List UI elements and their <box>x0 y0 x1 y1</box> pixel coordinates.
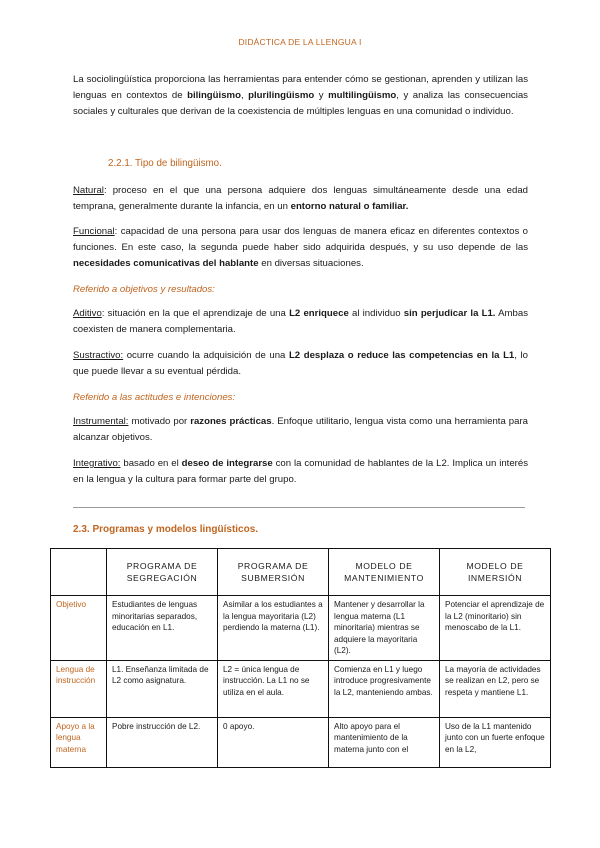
term-sustractivo: Sustractivo: <box>73 350 124 361</box>
term-aditivo: Aditivo <box>73 308 102 319</box>
heading-actitudes: Referido a las actitudes e intenciones: <box>73 392 236 403</box>
table-row <box>51 596 551 661</box>
table-header-cell <box>51 549 107 596</box>
term-funcional: Funcional <box>73 226 115 237</box>
table-cell: L2 = única lengua de instrucción. La L1 no se utiliza en el aula. <box>218 660 329 717</box>
intro-paragraph: La sociolingüística proporciona las herramientas para entender cómo se gestionan, aprenden y utilizan las lenguas en contextos de bilingüismo, plurilingüismo y multilingüismo, y analiza las consecuencias sociales y culturales que derivan de la coexistencia de múltiples lenguas en una comunidad o individuo. <box>73 74 528 117</box>
definition-integrativo: Integrativo: basado en el deseo de integrarse con la comunidad de hablantes de la L2. Implica un interés en la lengua y la cultura para formar parte del grupo. <box>73 458 528 485</box>
definition-sustractivo: Sustractivo: ocurre cuando la adquisición de una L2 desplaza o reduce las competencias en la L1, lo que puede llevar a su eventual pérdida. <box>73 350 528 377</box>
definition-funcional: Funcional: capacidad de una persona para usar dos lenguas de manera eficaz en diferentes contextos o funciones. En este caso, la segunda puede haber sido adquirida después, y su uso depende de las necesidades comunicativas del hablante en diversas situaciones. <box>73 226 528 269</box>
table-cell: Mantener y desarrollar la lengua materna (L1 minoritaria) mientras se adquiere la mayoritaria (L2). <box>329 596 440 661</box>
table-header-cell: PROGRAMA DE SEGREGACIÓN <box>107 549 218 596</box>
table-cell: Asimilar a los estudiantes a la lengua mayoritaria (L2) perdiendo la materna (L1). <box>218 596 329 661</box>
table-cell: L1. Enseñanza limitada de L2 como asignatura. <box>107 660 218 717</box>
table-cell: La mayoría de actividades se realizan en L2, pero se respeta y mantiene L1. <box>440 660 551 717</box>
row-label: Lengua de instrucción <box>51 660 107 717</box>
table-header-row <box>51 549 551 596</box>
table-cell: Potenciar el aprendizaje de la L2 (minoritario) sin menoscabo de la L1. <box>440 596 551 661</box>
table-row <box>51 717 551 767</box>
table-cell: Comienza en L1 y luego introduce progresivamente la L2, manteniendo ambas. <box>329 660 440 717</box>
section-title: 2.3. Programas y modelos lingüísticos. <box>73 524 259 535</box>
table-cell: Estudiantes de lenguas minoritarias separados, educación en L1. <box>107 596 218 661</box>
table-cell: Pobre instrucción de L2. <box>107 717 218 767</box>
term-natural: Natural <box>73 185 104 196</box>
table-cell: Alto apoyo para el mantenimiento de la materna junto con el <box>329 717 440 767</box>
term-integrativo: Integrativo: <box>73 458 121 469</box>
row-label: Objetivo <box>51 596 107 661</box>
row-label: Apoyo a la lengua materna <box>51 717 107 767</box>
running-header: DIDÁCTICA DE LA LLENGUA I <box>238 37 362 47</box>
heading-objetivos: Referido a objetivos y resultados: <box>73 284 215 295</box>
section-divider <box>73 507 525 508</box>
table-header-cell: PROGRAMA DE SUBMERSIÓN <box>218 549 329 596</box>
table-cell: 0 apoyo. <box>218 717 329 767</box>
table-header-cell: MODELO DE MANTENIMIENTO <box>329 549 440 596</box>
definition-aditivo: Aditivo: situación en la que el aprendizaje de una L2 enriquece al individuo sin perjudicar la L1. Ambas coexisten de manera complementaria. <box>73 308 529 335</box>
table-row <box>51 660 551 717</box>
definition-natural: Natural: proceso en el que una persona adquiere dos lenguas simultáneamente desde una edad temprana, generalmente durante la infancia, en un entorno natural o familiar. <box>73 185 528 212</box>
models-table <box>50 548 551 768</box>
subsection-title: 2.2.1. Tipo de bilingüismo. <box>108 158 222 169</box>
term-instrumental: Instrumental: <box>73 416 129 427</box>
table-header-cell: MODELO DE INMERSIÓN <box>440 549 551 596</box>
definition-instrumental: Instrumental: motivado por razones prácticas. Enfoque utilitario, lengua vista como una herramienta para alcanzar objetivos. <box>73 416 528 443</box>
table-cell: Uso de la L1 mantenido junto con un fuerte enfoque en la L2, <box>440 717 551 767</box>
